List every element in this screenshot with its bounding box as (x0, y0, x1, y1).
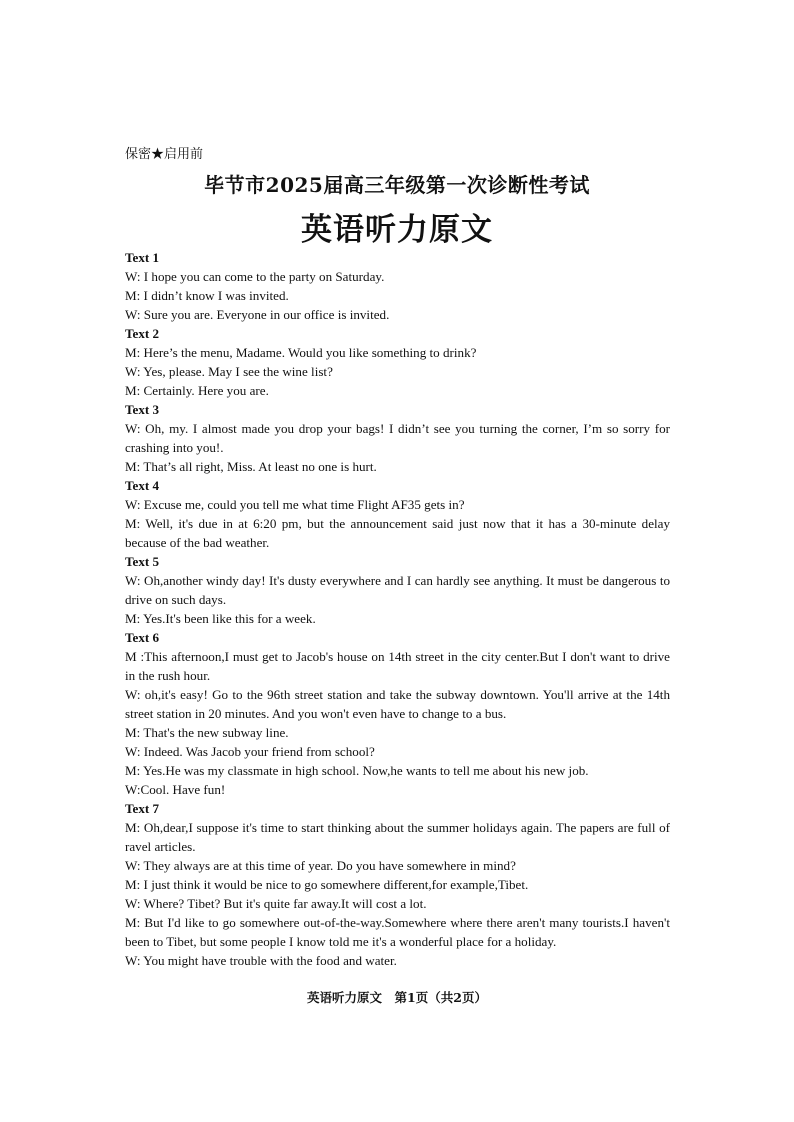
dialogue-line: M: Oh,dear,I suppose it's time to start thinking about the summer holidays again. The papers are full of ravel articles. (125, 820, 670, 854)
dialogue-line: W: oh,it's easy! Go to the 96th street station and take the subway downtown. You'll arrive at the 14th street station in 20 minutes. And you won't even have to change to a bus. (125, 687, 670, 721)
dialogue-line: M: Yes.He was my classmate in high school. Now,he wants to tell me about his new job. (125, 763, 589, 778)
text-heading: Text 7 (125, 801, 160, 816)
confidential-label: 保密★启用前 (125, 147, 204, 162)
dialogue-line: M: Well, it's due in at 6:20 pm, but the announcement said just now that it has a 30-minute delay because of the bad weather. (125, 516, 670, 550)
dialogue-line: W: You might have trouble with the food and water. (125, 953, 397, 968)
text-heading: Text 3 (125, 402, 160, 417)
dialogue-line: W: Oh,another windy day! It's dusty everywhere and I can hardly see anything. It must be dangerous to drive on such days. (125, 573, 670, 607)
text-heading: Text 2 (125, 326, 160, 341)
text-section-7 (125, 799, 670, 970)
text-section-2 (125, 324, 670, 400)
text-heading: Text 1 (125, 250, 160, 265)
dialogue-line: M :This afternoon,I must get to Jacob's house on 14th street in the city center.But I don't want to drive in the rush hour. (125, 649, 670, 683)
document-title: 英语听力原文 (301, 212, 493, 248)
dialogue-line: W: Excuse me, could you tell me what time Flight AF35 gets in? (125, 497, 465, 512)
dialogue-line: W: Yes, please. May I see the wine list? (125, 364, 333, 379)
dialogue-line: W: I hope you can come to the party on Saturday. (125, 269, 385, 284)
text-section-6 (125, 628, 670, 799)
page-footer: 英语听力原文 第1页（共2页） (307, 990, 487, 1005)
dialogue-line: W: Sure you are. Everyone in our office is invited. (125, 307, 390, 322)
text-section-3 (125, 400, 670, 476)
exam-title: 毕节市2025届高三年级第一次诊断性考试 (204, 173, 590, 197)
dialogue-line: M: But I'd like to go somewhere out-of-the-way.Somewhere where there aren't many tourists.I haven't been to Tibet, but some people I know told me it's a wonderful place for a holiday. (125, 915, 670, 949)
dialogue-line: W: Indeed. Was Jacob your friend from school? (125, 744, 375, 759)
text-heading: Text 5 (125, 554, 160, 569)
dialogue-line: M: I didn’t know I was invited. (125, 288, 289, 303)
dialogue-line: W: Where? Tibet? But it's quite far away.It will cost a lot. (125, 896, 427, 911)
dialogue-line: W:Cool. Have fun! (125, 782, 226, 797)
dialogue-line: W: Oh, my. I almost made you drop your bags! I didn’t see you turning the corner, I’m so sorry for crashing into you!. (125, 421, 670, 455)
text-section-5 (125, 552, 670, 628)
text-heading: Text 6 (125, 630, 160, 645)
text-section-1 (125, 248, 670, 324)
transcript-body (125, 248, 670, 970)
dialogue-line: M: Yes.It's been like this for a week. (125, 611, 316, 626)
dialogue-line: M: Certainly. Here you are. (125, 383, 269, 398)
text-heading: Text 4 (125, 478, 160, 493)
dialogue-line: M: I just think it would be nice to go somewhere different,for example,Tibet. (125, 877, 529, 892)
dialogue-line: M: Here’s the menu, Madame. Would you like something to drink? (125, 345, 477, 360)
text-section-4 (125, 476, 670, 552)
dialogue-line: M: That's the new subway line. (125, 725, 289, 740)
dialogue-line: W: They always are at this time of year. Do you have somewhere in mind? (125, 858, 516, 873)
dialogue-line: M: That’s all right, Miss. At least no one is hurt. (125, 459, 377, 474)
